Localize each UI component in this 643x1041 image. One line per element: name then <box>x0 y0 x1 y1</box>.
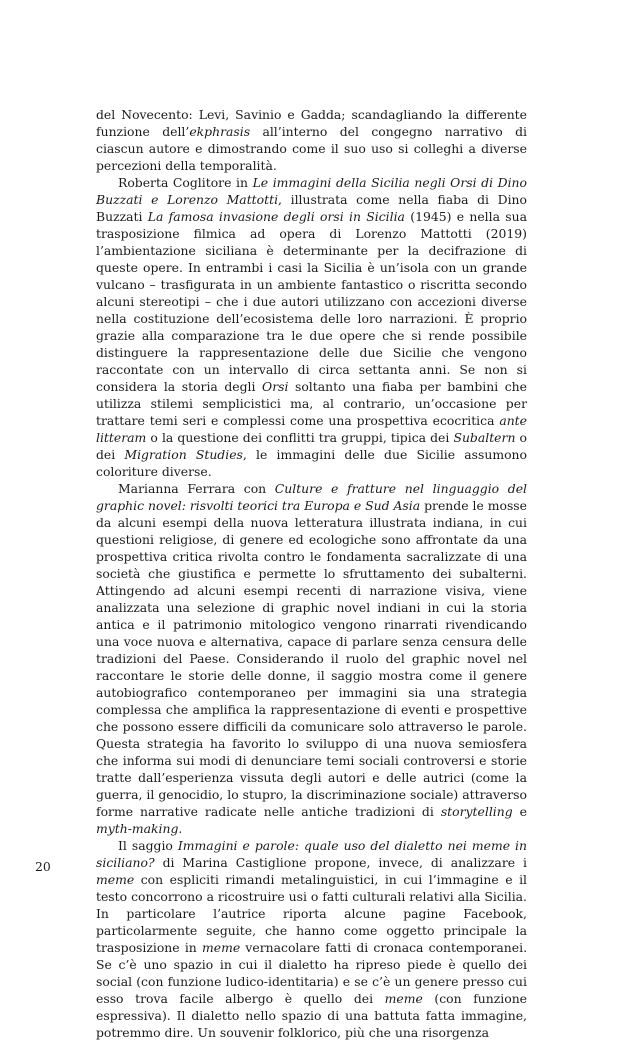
italic-term: Migration Studies <box>124 447 243 462</box>
text-run: soltanto una fiaba per bambini che utilizza stilemi semplicistici ma, al contrario, un’occasione per trattare temi seri e complessi come una prospettiva ecocritica <box>96 379 527 428</box>
text-run: del Novecento: Levi, Savinio e Gadda; scandagliando la differente funzione dell’ <box>96 107 527 139</box>
text-run: o dei <box>96 430 527 462</box>
italic-title: Immagini e parole: quale uso del dialetto nei meme in siciliano? <box>96 838 527 870</box>
paragraph <box>96 106 527 174</box>
text-run: prende le mosse da alcuni esempi della nuova letteratura illustrata indiana, in cui questioni religiose, di genere ed ecologiche sono affrontate da una prospettiva critica rivolta contro le fondamenta sacralizzate di una società che giustifica e permette lo sfruttamento dei subalterni. Attingendo ad alcuni esempi recenti di narrazione visiva, viene analizzata una selezione di graphic novel indiani in cui la storia antica e il patrimonio mitologico vengono rinarrati rivendicando una voce nuova e alternativa, capace di parlare senza censura delle tradizioni del Paese. Considerando il ruolo del graphic novel nel raccontare le storie delle donne, il saggio mostra come il genere autobiografico contemporaneo per immagini sia una strategia complessa che amplifica la rappresentazione di eventi e prospettive che possono essere difficili da comunicare solo attraverso le parole. Questa strategia ha favorito lo sviluppo di una nuova semiosfera che informa sui modi di denunciare temi sociali controversi e storie tratte dall’esperienza vissuta degli autori e delle autrici (come la guerra, il genocidio, lo stupro, la discriminazione sociale) attraverso forme narrative radicate nelle antiche tradizioni di <box>96 498 527 819</box>
text-run: Il saggio <box>118 838 178 853</box>
italic-term: meme <box>384 991 423 1006</box>
paragraph <box>96 837 527 1041</box>
text-run: o la questione dei conflitti tra gruppi, tipica dei <box>146 430 454 445</box>
text-run: e <box>512 804 527 819</box>
body-text <box>96 106 527 1041</box>
paragraph <box>96 480 527 837</box>
italic-term: storytelling <box>440 804 513 819</box>
text-run: Marianna Ferrara con <box>118 481 275 496</box>
italic-term: Orsi <box>262 379 289 394</box>
italic-term: myth-making <box>96 821 179 836</box>
italic-term: ante litteram <box>96 413 527 445</box>
text-run: vernacolare fatti di cronaca contemporanei. Se c’è uno spazio in cui il dialetto ha ripreso piede è quello dei social (con funzione ludico-identitaria) e se c’è un genere presso cui esso trova facile albergo è quello dei <box>96 940 528 1006</box>
italic-title: Culture e fratture nel linguaggio del graphic novel: risvolti teorici tra Europa e Sud Asia <box>96 481 528 513</box>
italic-term: Subaltern <box>453 430 516 445</box>
text-run: (1945) e nella sua trasposizione filmica ad opera di Lorenzo Mattotti (2019) l’ambientazione siciliana è determinante per la decifrazione di queste opere. In entrambi i casi la Sicilia è un’isola con un grande vulcano – trasfigurata in un ambiente fantastico o riscritta secondo alcuni stereotipi – che i due autori utilizzano con accezioni diverse nella costituzione dell’ecosistema delle loro narrazioni. È proprio grazie alla comparazione tra le due opere che si rende possibile distinguere la rappresentazione delle due Sicilie che vengono raccontate con un intervallo di circa settanta anni. Se non si considera la storia degli <box>96 209 527 394</box>
text-run: . <box>178 821 183 836</box>
italic-term: meme <box>96 872 135 887</box>
text-run: , illustrata come nella fiaba di Dino Buzzati <box>96 192 527 224</box>
italic-title: La famosa invasione degli orsi in Sicilia <box>147 209 405 224</box>
text-run: Roberta Coglitore in <box>118 175 253 190</box>
text-run: , le immagini delle due Sicilie assumono coloriture diverse. <box>96 447 527 479</box>
text-run: di Marina Castiglione propone, invece, di analizzare i <box>154 855 527 870</box>
text-run: con espliciti rimandi metalinguistici, in cui l’immagine e il testo concorrono a ricostruire usi o fatti culturali relativi alla Sicilia. In particolare l’autrice riporta alcune pagine Facebook, particolarmente seguite, che hanno come oggetto principale la trasposizione in <box>96 872 527 955</box>
text-run: (con funzione espressiva). Il dialetto nello spazio di una battuta fatta immagine, potremmo dire. Un souvenir folklorico, più che una risorgenza <box>96 991 528 1040</box>
text-run: all’interno del congegno narrativo di ciascun autore e dimostrando come il suo uso si colleghi a diverse percezioni della temporalità. <box>96 124 527 173</box>
italic-term: meme <box>202 940 241 955</box>
italic-title: Le immagini della Sicilia negli Orsi di Dino Buzzati e Lorenzo Mattotti <box>96 175 527 207</box>
page-number: 20 <box>35 859 51 874</box>
paragraph <box>96 174 527 480</box>
italic-term: ekphrasis <box>189 124 251 139</box>
